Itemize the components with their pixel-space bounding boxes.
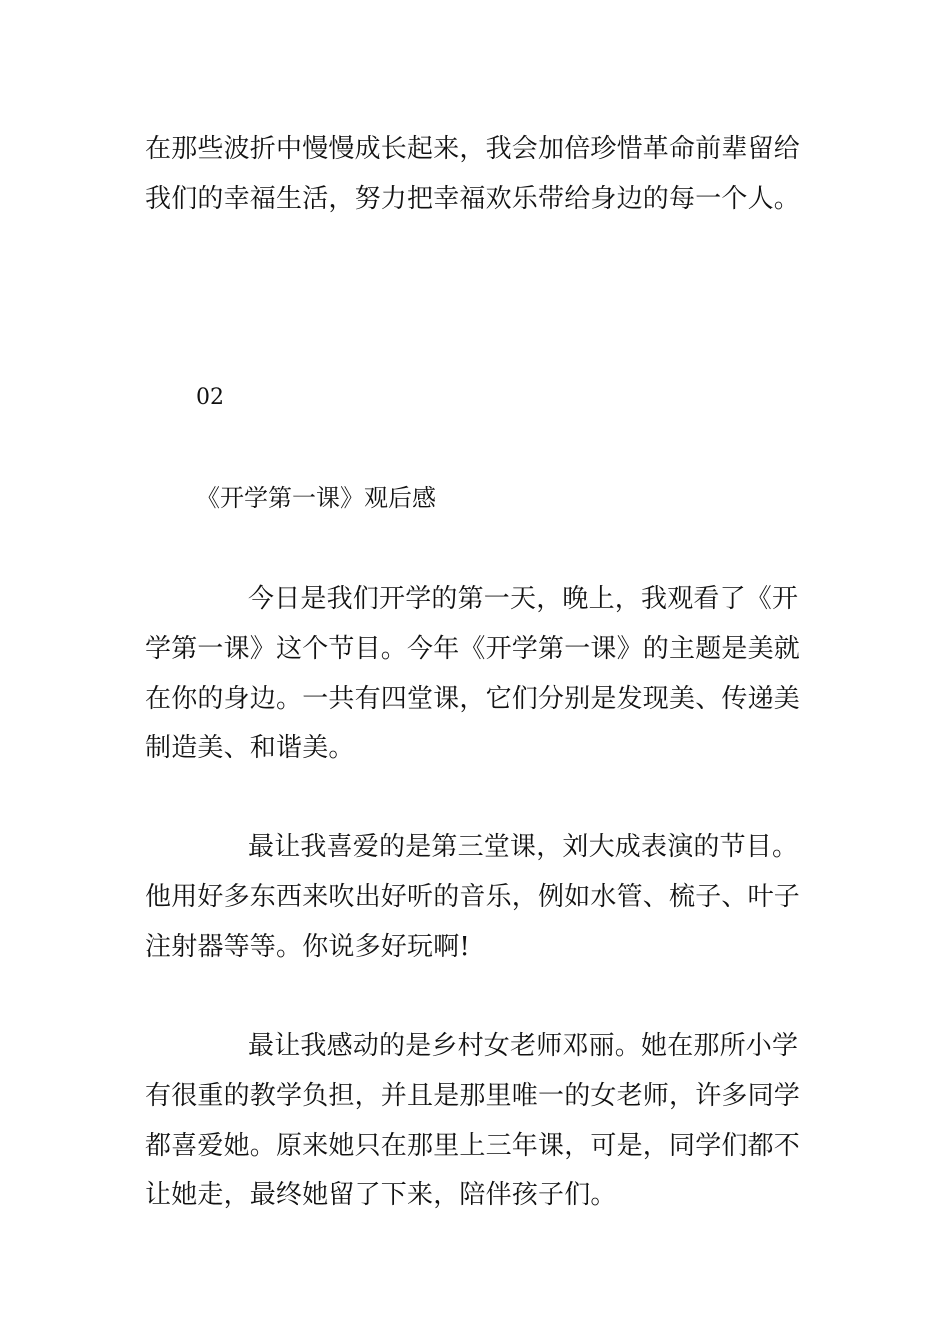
paragraph-3-line-4: 让她走，最终她留了下来，陪伴孩子们。 xyxy=(145,1180,617,1210)
paragraph-2-line-2: 他用好多东西来吹出好听的音乐，例如水管、梳子、叶子 xyxy=(145,882,801,912)
paragraph-1-line-4: 制造美、和谐美。 xyxy=(145,733,355,763)
paragraph-1-line-2: 学第一课》这个节目。今年《开学第一课》的主题是美就 xyxy=(145,634,801,664)
intro-line-2: 我们的幸福生活，努力把幸福欢乐带给身边的每一个人。 xyxy=(145,184,801,214)
paragraph-1-line-1: 今日是我们开学的第一天，晚上，我观看了《开 xyxy=(248,584,799,614)
paragraph-2-line-3: 注射器等等。你说多好玩啊! xyxy=(145,932,471,962)
paragraph-2-line-1: 最让我喜爱的是第三堂课，刘大成表演的节目。 xyxy=(248,832,799,862)
section-title: 《开学第一课》观后感 xyxy=(196,484,436,512)
paragraph-3-line-3: 都喜爱她。原来她只在那里上三年课，可是，同学们都不 xyxy=(145,1131,801,1161)
section-number: 02 xyxy=(196,385,224,410)
paragraph-3-line-2: 有很重的教学负担，并且是那里唯一的女老师，许多同学 xyxy=(145,1081,801,1111)
intro-line-1: 在那些波折中慢慢成长起来，我会加倍珍惜革命前辈留给 xyxy=(145,134,801,164)
paragraph-3-line-1: 最让我感动的是乡村女老师邓丽。她在那所小学 xyxy=(248,1031,799,1061)
paragraph-1-line-3: 在你的身边。一共有四堂课，它们分别是发现美、传递美 xyxy=(145,684,801,714)
